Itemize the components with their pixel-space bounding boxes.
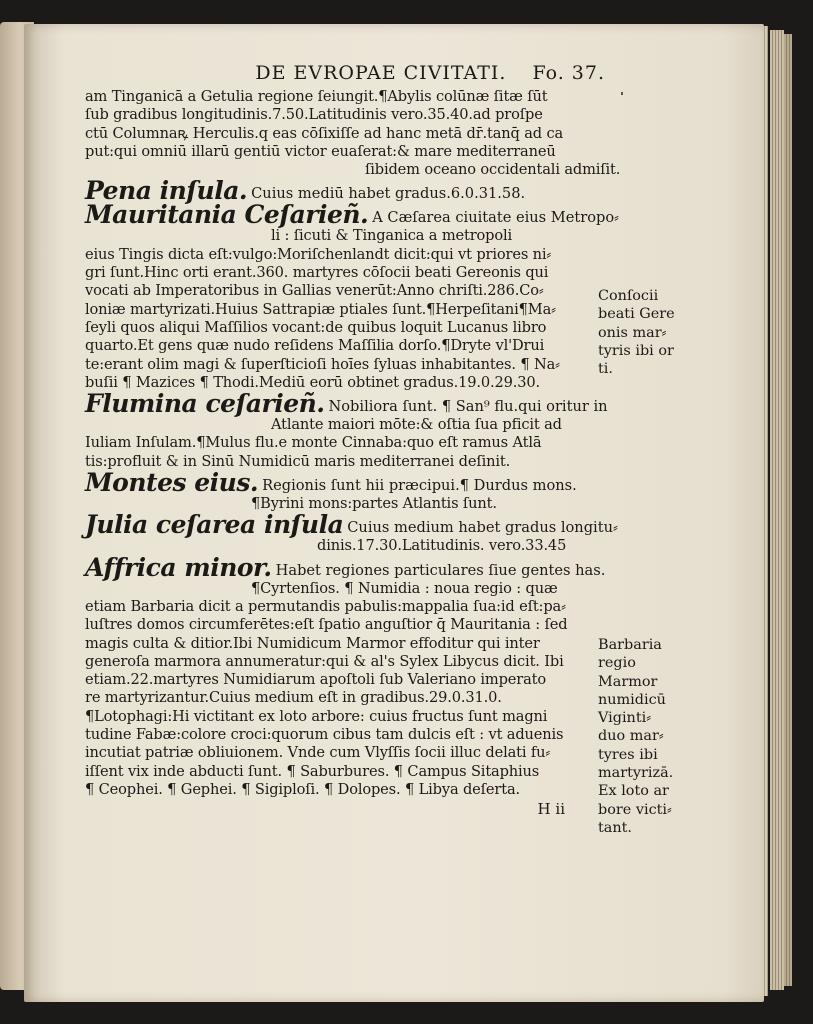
- text-line: etiam Barbaria dicit a permutandis pabulis:mappalia ſua:id eſt:pa⸗: [85, 597, 566, 615]
- text-line: ¶ Ceophei. ¶ Gephei. ¶ Sigiploſi. ¶ Dolopes. ¶ Libya deſerta.: [85, 780, 520, 798]
- text-line: ¶Cyrtenſios. ¶ Numidia : noua regio : quæ: [251, 579, 558, 597]
- folio-number: Fo. 37.: [532, 62, 605, 84]
- text-line: iſſent vix inde abducti ſunt. ¶ Saburbures. ¶ Campus Sitaphius: [85, 762, 540, 780]
- margin-note-line: onis mar⸗: [598, 324, 667, 341]
- text-line: put:qui omniū illarū gentiū victor euaſerat:& mare mediterraneū: [85, 142, 556, 160]
- text-line: tudine Fabæ:colore croci:quorum cibus tam dulcis eſt : vt aduenis: [85, 726, 564, 744]
- margin-note-line: Conſocii: [598, 288, 659, 304]
- section-heading: Affrica minor.: [85, 552, 272, 582]
- section-mauritania: [85, 200, 620, 230]
- text-line: ſeyli quos aliqui Maſſilios vocant:de quibus loquit Lucanus libro: [85, 318, 547, 336]
- text-line: etiam.22.martyres Numidiarum apoſtoli ſub Valeriano imperato: [85, 671, 546, 689]
- page-stack-edge: [784, 34, 792, 986]
- marginal-note-barbaria: [598, 636, 698, 837]
- page-stack-edge: [770, 30, 784, 990]
- ink-speck: [621, 92, 623, 95]
- running-header: [85, 62, 605, 88]
- section-heading: Julia ceſarea inſula: [85, 510, 344, 540]
- section-heading: Montes eius.: [85, 468, 259, 498]
- margin-note-line: beati Gere: [598, 306, 675, 323]
- text-line: Iuliam Inſulam.¶Mulus flu.e monte Cinnaba:quo eſt ramus Atlā: [85, 434, 542, 452]
- text-line: Nobiliora ſunt. ¶ San⁹ flu.qui oritur in: [328, 398, 608, 416]
- margin-note-line: Ex loto ar: [598, 783, 669, 800]
- section-heading: Pena inſula.: [85, 176, 248, 206]
- text-line: loniæ martyrizati.Huius Sattrapiæ ptiales ſunt.¶Herpeſitani¶Ma⸗: [85, 300, 556, 318]
- margin-note-line: tyres ibi: [598, 746, 658, 763]
- text-line: ctū Columnaꝶ Herculis.q eas cōſixiſſe ad hanc metā dr̄.tanq̄ ad ca: [85, 124, 564, 142]
- text-line: magis culta & ditior.Ibi Numidicum Marmor effoditur qui inter: [85, 634, 540, 652]
- text-line: te:erant olim magi & ſuperſticioſi hoīes ſyluas inhabitantes. ¶ Na⸗: [85, 355, 560, 373]
- margin-note-line: tyris ibi or: [598, 342, 674, 359]
- section-julia: [85, 510, 618, 540]
- text-line: Cuius mediū habet gradus.6.0.31.58.: [251, 185, 526, 203]
- margin-note-line: tant.: [598, 819, 632, 836]
- text-line: luſtres domos circumferētes:eſt ſpatio anguſtior q̄ Mauritania : ſed: [85, 616, 568, 634]
- section-heading: Mauritania Ceſarieñ.: [85, 200, 369, 230]
- running-title: DE EVROPAE CIVITATI.: [255, 62, 507, 84]
- margin-note-line: bore victi⸗: [598, 801, 672, 818]
- text-line: ſibidem oceano occidentali admiſit.: [365, 161, 621, 179]
- text-line: am Tinganicā a Getulia regione ſeiungit.¶Abylis colūnæ ſitæ ſūt: [85, 88, 548, 105]
- text-line: Regionis ſunt hii præcipui.¶ Durdus mons.: [262, 477, 577, 495]
- text-line: A Cæſarea ciuitate eius Metropo⸗: [372, 209, 620, 227]
- text-line: re martyrizantur.Cuius medium eſt in gradibus.29.0.31.0.: [85, 689, 502, 707]
- margin-note-line: duo mar⸗: [598, 728, 664, 745]
- text-line: Cuius medium habet gradus longitu⸗: [347, 519, 618, 537]
- text-line: tis:profluit & in Sinū Numidicū maris mediterranei deſinit.: [85, 452, 511, 470]
- text-line: gri ſunt.Hinc orti erant.360. martyres cōſocii beati Gereonis qui: [85, 264, 549, 282]
- text-line: dinis.17.30.Latitudinis. vero.33.45: [317, 537, 567, 555]
- text-line: ¶Byrini mons:partes Atlantis ſunt.: [251, 495, 497, 513]
- margin-note-line: martyrizā.: [598, 765, 674, 782]
- text-line: ¶Lotophagi:Hi victitant ex loto arbore: cuius fructus ſunt magni: [85, 707, 548, 725]
- margin-note-line: ti.: [598, 361, 613, 378]
- text-line: incutiat patriæ obliuionem. Vnde cum Vlyſſis ſocii illuc delati fu⸗: [85, 744, 551, 762]
- text-line: quarto.Et gens quæ nudo reſidens Maſſilia dorſo.¶Dryte vl'Drui: [85, 337, 545, 355]
- text-line: Atlante maiori mōte:& oſtia ſua pficit ad: [271, 416, 562, 434]
- margin-note-line: Marmor: [598, 673, 658, 690]
- text-line: Habet regiones particulares ſiue gentes has.: [275, 561, 606, 579]
- text-line: li : ſicuti & Tinganica a metropoli: [271, 227, 513, 245]
- section-heading: Flumina ceſarieñ.: [85, 389, 325, 419]
- margin-note-line: Viginti⸗: [598, 710, 652, 727]
- text-line: ſub gradibus longitudinis.7.50.Latitudinis vero.35.40.ad proſpe: [85, 106, 543, 124]
- section-flumina: [85, 389, 608, 419]
- text-line: eius Tingis dicta eſt:vulgo:Moriſchenlandt dicit:qui vt priores ni⸗: [85, 245, 552, 263]
- text-line: generoſa marmora annumeratur:qui & al's Sylex Libycus dicit. Ibi: [85, 652, 564, 670]
- margin-note-line: numidicū: [598, 691, 666, 708]
- section-montes: [85, 468, 605, 498]
- margin-note-line: regio: [598, 655, 636, 672]
- marginal-note-martyrs: [598, 287, 698, 378]
- margin-note-line: Barbaria: [598, 637, 662, 653]
- text-line: vocati ab Imperatoribus in Gallias venerūt:Anno chriſti.286.Co⸗: [85, 282, 544, 300]
- text-line: buſii ¶ Mazices ¶ Thodi.Mediū eorū obtinet gradus.19.0.29.30.: [85, 373, 541, 391]
- page-text-block: [85, 62, 621, 819]
- section-affrica: [85, 552, 606, 582]
- signature-mark: H ii: [537, 800, 565, 819]
